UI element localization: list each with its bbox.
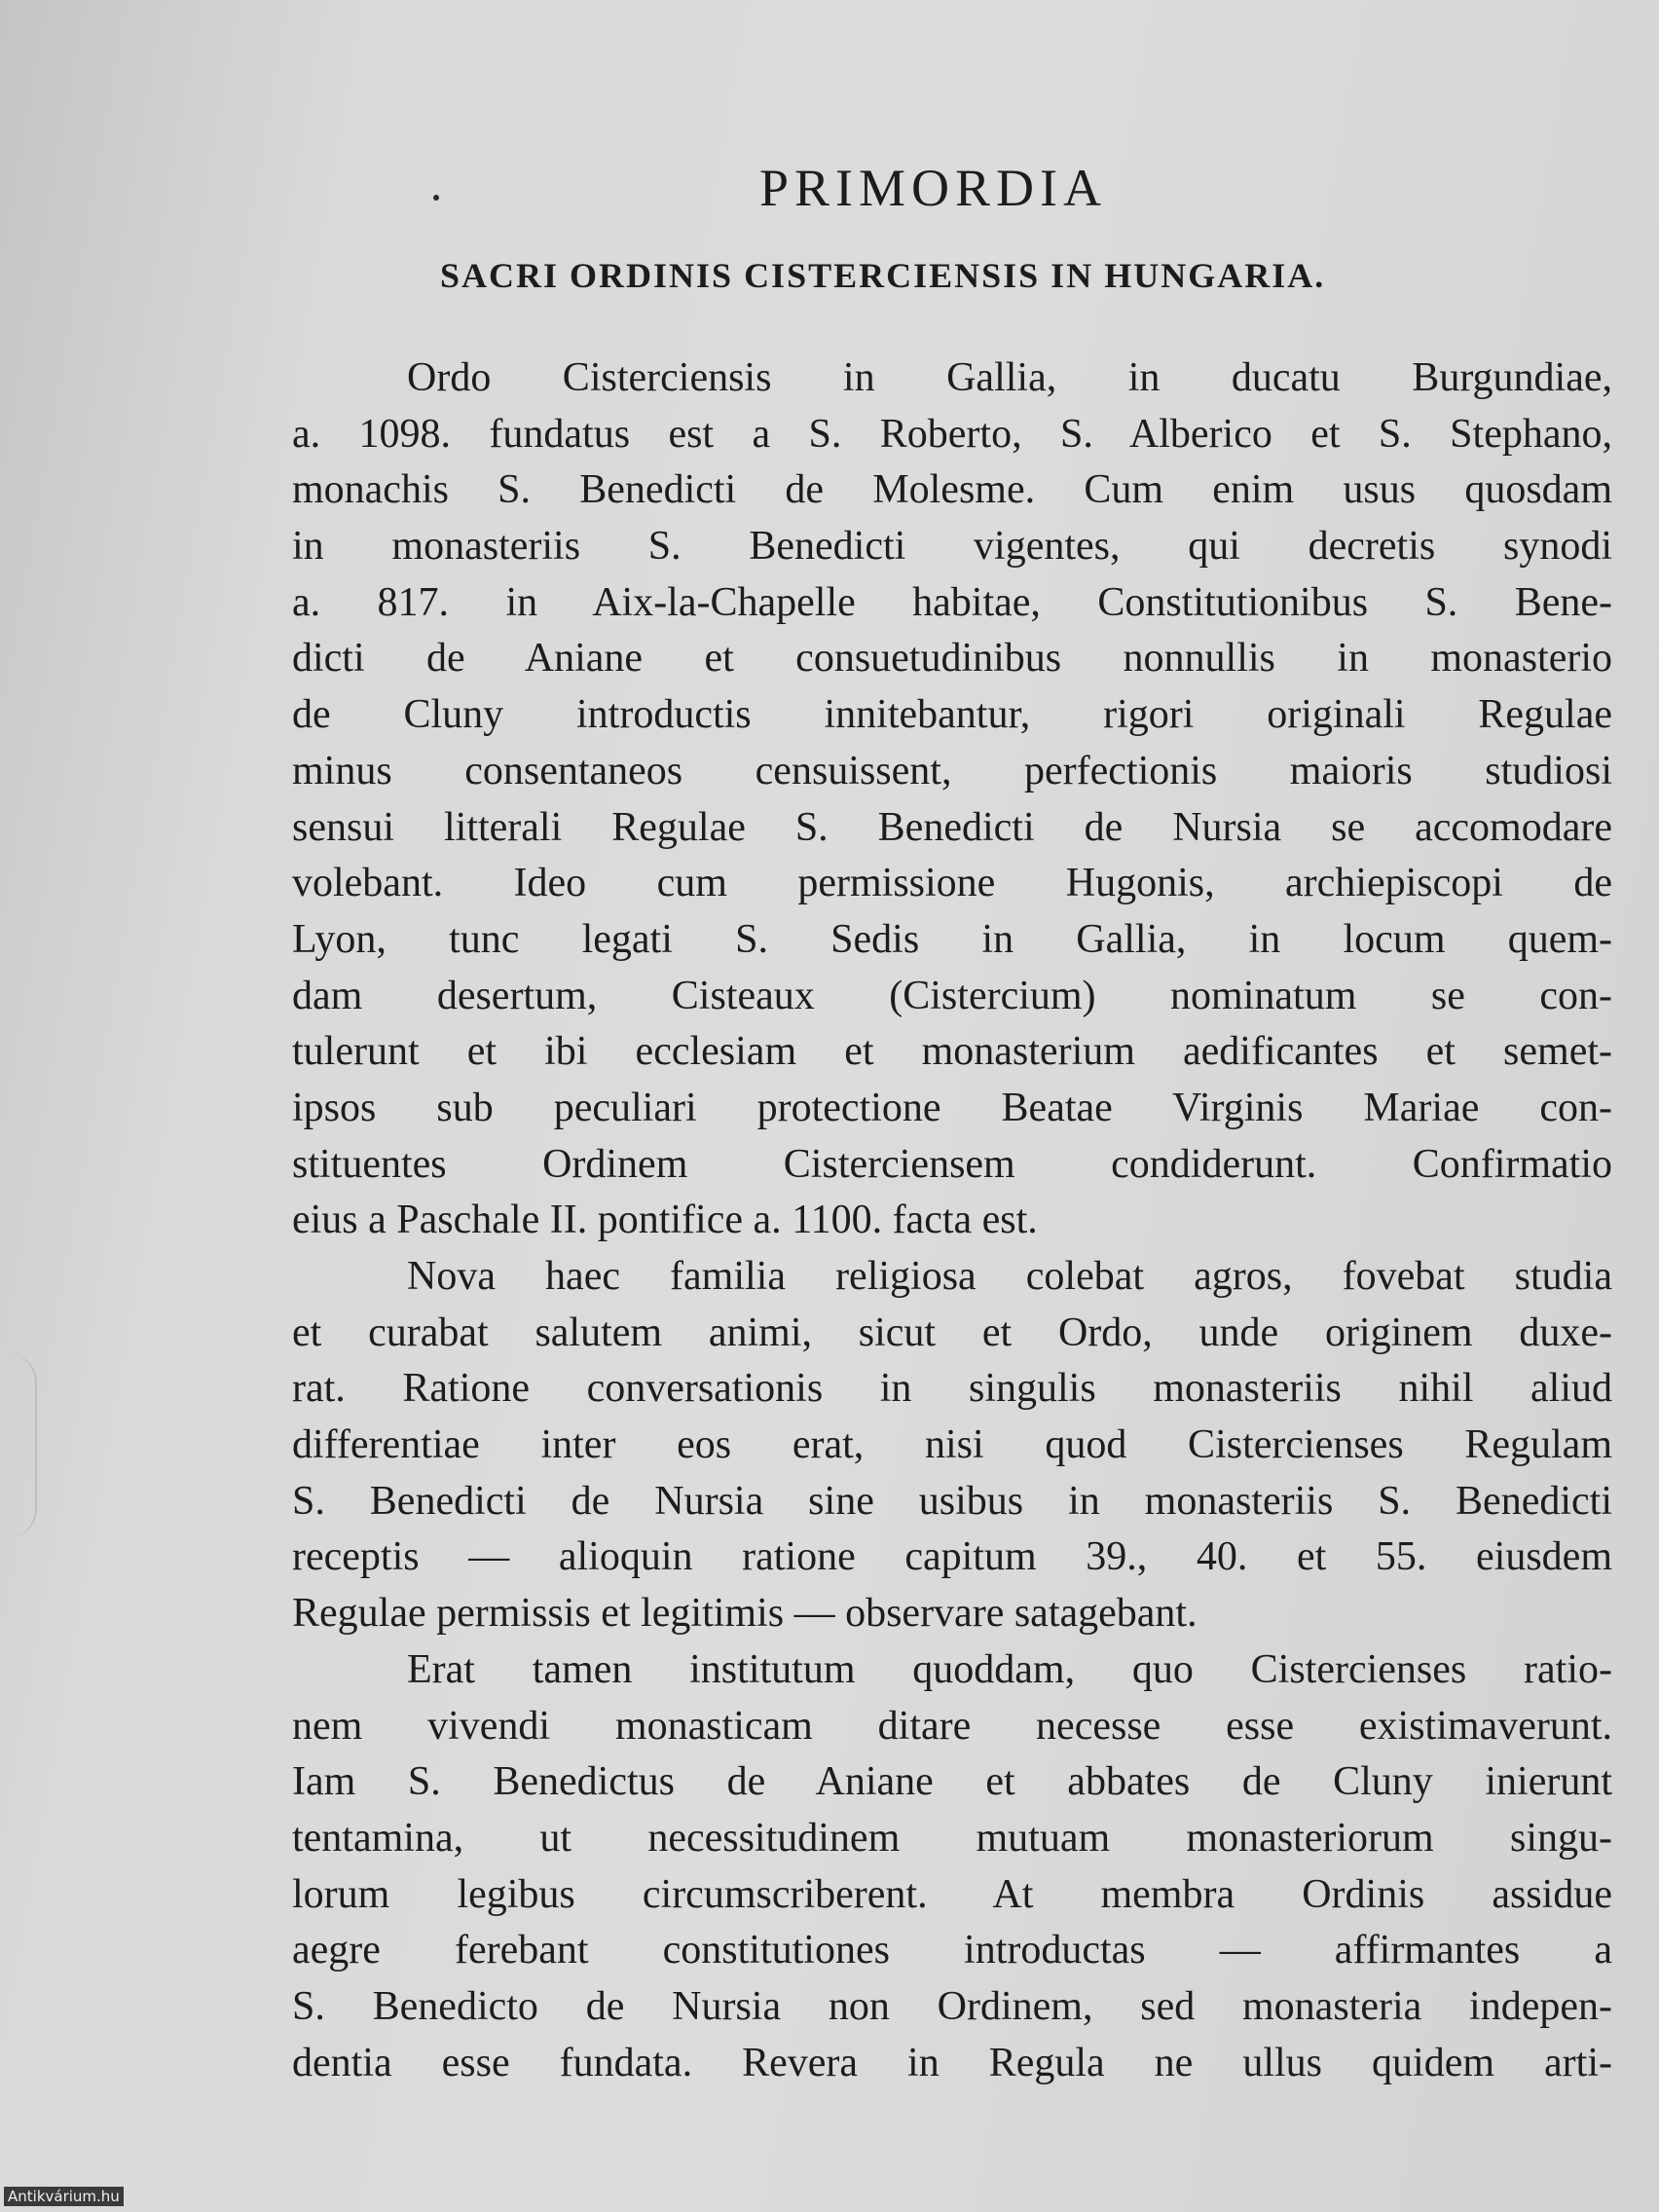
text-line: Erat tamen institutum quoddam, quo Cistercienses ratio-: [407, 1646, 1612, 1692]
text-line: a. 1098. fundatus est a S. Roberto, S. Alberico et S. Stephano,: [292, 411, 1612, 457]
text-line: receptis — alioquin ratione capitum 39., 40. et 55. eiusdem: [292, 1534, 1612, 1580]
text-line: de Cluny introductis innitebantur, rigori originali Regulae: [292, 692, 1612, 738]
text-line: et curabat salutem animi, sicut et Ordo, unde originem duxe-: [292, 1309, 1612, 1355]
text-line: tentamina, ut necessitudinem mutuam monasteriorum singu-: [292, 1815, 1612, 1861]
text-line: sensui litterali Regulae S. Benedicti de Nursia se accomodare: [292, 804, 1612, 850]
page-edge-mark: [0, 1353, 37, 1538]
text-line: monachis S. Benedicti de Molesme. Cum enim usus quosdam: [292, 467, 1612, 513]
text-line: nem vivendi monasticam ditare necesse esse existimaverunt.: [292, 1703, 1612, 1749]
text-line: minus consentaneos censuissent, perfectionis maioris studiosi: [292, 748, 1612, 793]
text-line: in monasteriis S. Benedicti vigentes, qui decretis synodi: [292, 524, 1612, 570]
page-title: PRIMORDIA: [759, 159, 1108, 217]
text-line: tulerunt et ibi ecclesiam et monasterium aedificantes et semet-: [292, 1029, 1612, 1075]
text-line: aegre ferebant constitutiones introductas — affirmantes a: [292, 1928, 1612, 1973]
stray-mark: [433, 195, 439, 201]
text-line: Regulae permissis et legitimis — observare satagebant.: [292, 1591, 1198, 1637]
text-line: S. Benedicti de Nursia sine usibus in monasteriis S. Benedicti: [292, 1478, 1612, 1524]
text-line: lorum legibus circumscriberent. At membra Ordinis assidue: [292, 1871, 1612, 1917]
text-line: S. Benedicto de Nursia non Ordinem, sed monasteria indepen-: [292, 1983, 1612, 2029]
text-line: Iam S. Benedictus de Aniane et abbates de Cluny inierunt: [292, 1759, 1612, 1805]
text-line: dicti de Aniane et consuetudinibus nonnullis in monasterio: [292, 636, 1612, 682]
text-line: dentia esse fundata. Revera in Regula ne ullus quidem arti-: [292, 2040, 1612, 2085]
page-subtitle: SACRI ORDINIS CISTERCIENSIS IN HUNGARIA.: [440, 256, 1326, 295]
text-line: Lyon, tunc legati S. Sedis in Gallia, in locum quem-: [292, 916, 1612, 962]
text-line: Nova haec familia religiosa colebat agros, fovebat studia: [407, 1254, 1612, 1299]
text-line: ipsos sub peculiari protectione Beatae Virginis Mariae con-: [292, 1085, 1612, 1130]
text-line: stituentes Ordinem Cisterciensem condiderunt. Confirmatio: [292, 1141, 1612, 1187]
source-watermark: Antikvárium.hu: [4, 2187, 124, 2206]
text-line: eius a Paschale II. pontifice a. 1100. facta est.: [292, 1198, 1038, 1243]
text-line: volebant. Ideo cum permissione Hugonis, archiepiscopi de: [292, 861, 1612, 906]
text-line: rat. Ratione conversationis in singulis monasteriis nihil aliud: [292, 1366, 1612, 1412]
text-line: Ordo Cisterciensis in Gallia, in ducatu Burgundiae,: [407, 355, 1612, 400]
text-line: dam desertum, Cisteaux (Cistercium) nominatum se con-: [292, 973, 1612, 1018]
body-text: [292, 350, 1612, 2091]
text-line: differentiae inter eos erat, nisi quod Cistercienses Regulam: [292, 1422, 1612, 1468]
text-line: a. 817. in Aix-la-Chapelle habitae, Constitutionibus S. Bene-: [292, 579, 1612, 625]
